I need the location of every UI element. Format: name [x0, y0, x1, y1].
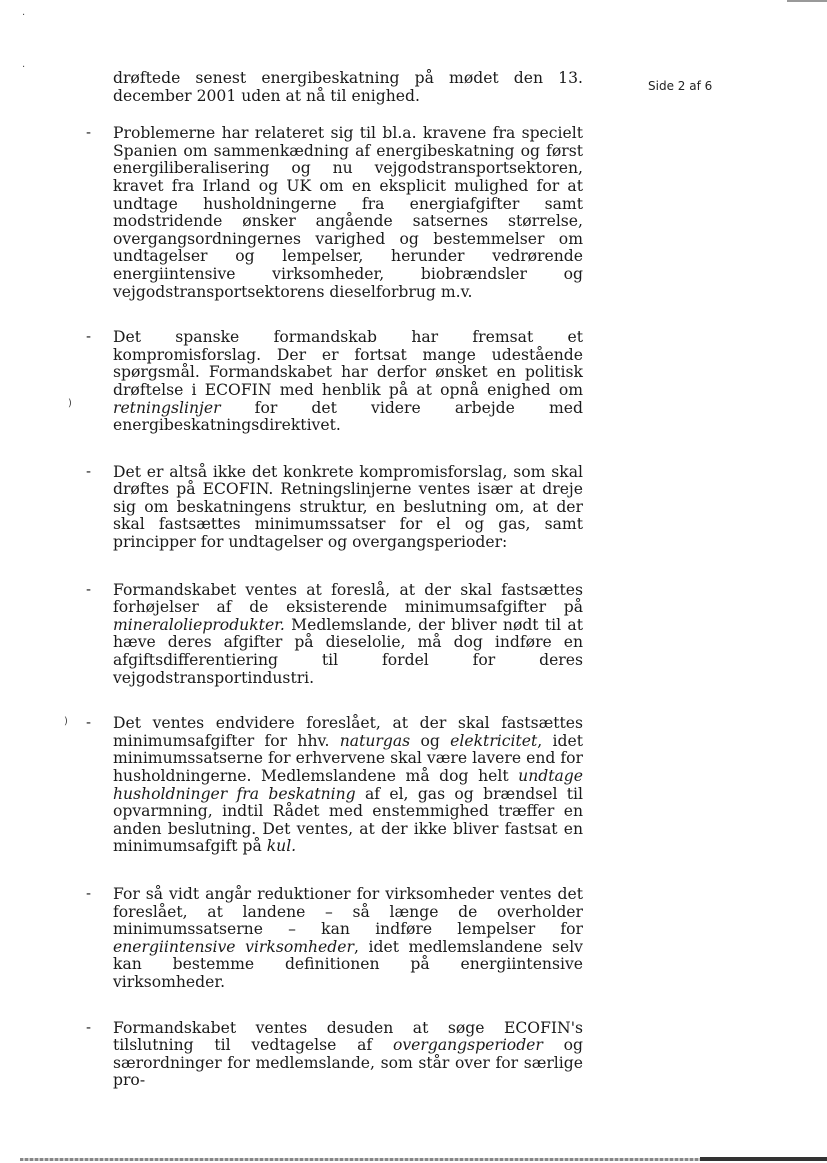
bullet-paragraph: [80, 1020, 583, 1090]
text-run: Det er altså ikke det konkrete kompromisforslag, som skal drøftes på ECOFIN. Retningslinjerne ventes især at dreje sig om beskatningens struktur, en beslutning om, at der skal fastsættes minimumssatser for el og gas, samt principper for undtagelser og overgangsperioder:: [113, 462, 583, 552]
scan-bottom-edge-dark: [700, 1157, 827, 1161]
text-run: og: [410, 731, 451, 750]
bullet-dash: -: [86, 581, 92, 598]
text-run: af el, gas og brændsel til opvarmning, indtil Rådet med enstemmighed træffer en anden beslutning. Det ventes, at der ikke bliver fastsat en minimumsafgift på: [113, 784, 583, 856]
text-run: Det spanske formandskab har fremsat et kompromisforslag. Der er fortsat mange udestående spørgsmål. Formandskabet har derfor ønsket en politisk drøftelse i ECOFIN med henblik på at opnå enighed om: [113, 328, 583, 399]
page-number-label: Side 2 af 6: [648, 79, 713, 93]
bullet-text: [113, 463, 583, 551]
emphasized-term: retningslinjer: [113, 398, 221, 417]
emphasized-term: overgangsperioder: [392, 1036, 543, 1055]
scan-speck: ·: [22, 62, 26, 73]
text-run: for det videre arbejde med energibeskatningsdirektivet.: [113, 398, 583, 435]
text-run: Det ventes endvidere foreslået, at der skal fastsættes minimumsafgifter for hhv.: [113, 714, 583, 750]
bullet-dash: -: [86, 463, 92, 480]
bullet-text: [113, 581, 583, 687]
bullet-paragraph: [80, 329, 583, 435]
emphasized-term: mineralolieprodukter.: [113, 615, 285, 634]
text-run: og særordninger for medlemslande, som står over for særlige pro-: [113, 1036, 584, 1090]
bullet-dash: -: [86, 329, 92, 346]
bullet-paragraph: [80, 464, 583, 552]
bullet-text: [113, 124, 583, 300]
scan-corner-mark: [787, 0, 827, 2]
scan-speck: ): [64, 716, 68, 727]
bullet-paragraph: [80, 886, 583, 992]
scan-speck: ·: [22, 10, 26, 21]
emphasized-term: elektricitet: [450, 731, 538, 750]
text-run: Formandskabet ventes at foreslå, at der skal fastsættes forhøjelser af de eksisterende minimumsafgifter på: [113, 580, 583, 617]
bullet-text: [113, 714, 583, 855]
document-body: [80, 70, 600, 1090]
emphasized-term: undtage husholdninger fra beskatning: [113, 767, 583, 803]
bullet-paragraph: [80, 582, 583, 688]
bullet-text: [113, 1019, 583, 1090]
bullet-dash: -: [86, 715, 92, 732]
bullet-paragraph: [80, 715, 583, 856]
text-run: Formandskabet ventes desuden at søge ECOFIN's tilslutning til vedtagelse af: [113, 1018, 583, 1055]
emphasized-term: kul.: [266, 837, 297, 856]
bullet-paragraph: [80, 125, 583, 301]
bullet-text: [113, 885, 583, 991]
text-run: , idet medlemslandene selv kan bestemme definitionen på energiintensive virksomheder.: [113, 937, 583, 991]
bullet-dash: -: [86, 1019, 92, 1036]
text-run: , idet minimumssatserne for erhvervene skal være lavere end for husholdningerne. Medlemslandene må dog helt: [113, 731, 583, 785]
text-run: For så vidt angår reduktioner for virksomheder ventes det foreslået, at landene – så længe de overholder minimumssatserne – kan indføre lempelser for: [113, 884, 583, 939]
text-run: Medlemslande, der bliver nødt til at hæve deres afgifter på dieselolie, må dog indføre en afgiftsdifferentiering til fordel for deres vejgodstransportindustri.: [113, 615, 583, 687]
bullet-dash: -: [86, 125, 92, 142]
intro-paragraph: drøftede senest energibeskatning på mødet den 13. december 2001 uden at nå til enighed.: [113, 69, 583, 105]
bullet-dash: -: [86, 885, 92, 902]
scan-speck: ): [68, 398, 72, 409]
bullet-text: [113, 328, 583, 434]
text-run: Problemerne har relateret sig til bl.a. kravene fra specielt Spanien om sammenkædning af energibeskatning og først energiliberalisering og nu vejgodstransportsektoren, kravet fra Irland og UK om en eksplicit mulighed for at undtage husholdningerne fra energiafgifter samt modstridende ønsker angående satsernes størrelse, overgangsordningernes varighed og bestemmelser om undtagelser og lempelser, herunder vedrørende energiintensive virksomheder, biobrændsler og vejgodstransportsektorens dieselforbrug m.v.: [113, 124, 583, 301]
emphasized-term: naturgas: [339, 731, 411, 750]
emphasized-term: energiintensive virksomheder: [113, 937, 354, 956]
